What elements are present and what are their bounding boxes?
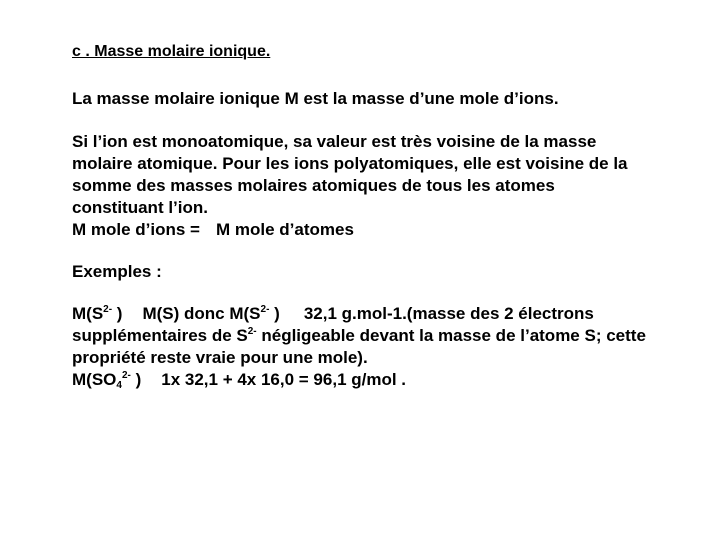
formula-left: M mole d’ions = (72, 220, 200, 239)
examples-heading: Exemples : (72, 262, 162, 281)
explanation-line: constituant l’ion. (72, 198, 208, 217)
example-1-line-2: supplémentaires de $S^{2-}$ négligeable devant la masse de l’atome S; cette (72, 326, 646, 345)
definition-text: La masse molaire ionique M est la masse d’une mole d’ions. (72, 89, 559, 108)
example-1-line-1: $M(S^{2-}$ ) M(S) donc $M(S^{2-}$ ) 32,1 g.mol-1.(masse des 2 électrons (72, 304, 594, 323)
molar-mass-formula (72, 219, 712, 241)
explanation-paragraph (72, 131, 712, 241)
example-2-line: $M(SO_4^{2-}$ ) 1x 32,1 + 4x 16,0 = 96,1 g/mol . (72, 370, 407, 391)
examples-block (72, 303, 712, 391)
explanation-line: somme des masses molaires atomiques de tous les atomes (72, 176, 555, 195)
explanation-line: molaire atomique. Pour les ions polyatomiques, elle est voisine de la (72, 154, 628, 173)
formula-right: M mole d’atomes (216, 220, 354, 239)
explanation-line: Si l’ion est monoatomique, sa valeur est très voisine de la masse (72, 132, 597, 151)
section-title: c . Masse molaire ionique. (72, 43, 271, 60)
example-1-line-3: propriété reste vraie pour une mole). (72, 348, 368, 367)
